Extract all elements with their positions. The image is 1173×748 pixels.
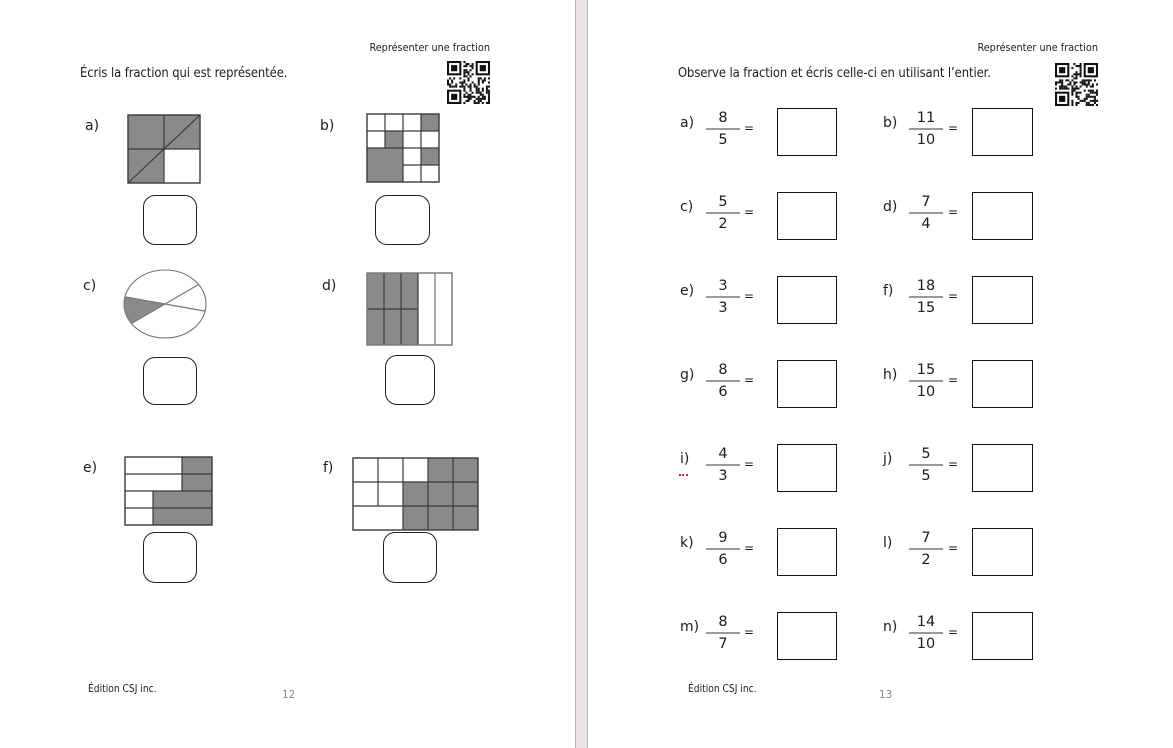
fraction-numerator: 8 [718, 362, 728, 378]
fraction-denominator: 5 [718, 132, 728, 148]
equals-sign: = [744, 289, 755, 303]
answer-box[interactable] [972, 612, 1033, 660]
item-label: a) [680, 115, 695, 131]
equals-sign: = [744, 121, 755, 135]
publisher-credit: Édition CSJ inc. [688, 683, 757, 695]
fraction-denominator: 3 [718, 468, 728, 484]
fraction [704, 614, 742, 652]
fraction-numerator: 5 [921, 446, 931, 462]
fraction-bar [909, 296, 943, 298]
fraction [907, 530, 945, 568]
item-label: d) [883, 199, 898, 215]
fraction-numerator: 8 [718, 614, 728, 630]
page-header: Représenter une fraction [977, 41, 1098, 54]
equals-sign: = [744, 625, 755, 639]
item-label: k) [680, 535, 694, 551]
fraction-bar [706, 548, 740, 550]
fraction-bar [706, 632, 740, 634]
equals-sign: = [948, 289, 959, 303]
fraction-bar [909, 632, 943, 634]
fraction-numerator: 18 [916, 278, 936, 294]
fraction-numerator: 8 [718, 110, 728, 126]
item-label: n) [883, 619, 898, 635]
page-number: 13 [879, 689, 893, 701]
fraction-bar [706, 212, 740, 214]
fraction [704, 194, 742, 232]
item-label: c) [83, 278, 97, 294]
answer-box[interactable] [777, 444, 837, 492]
answer-box[interactable] [972, 444, 1033, 492]
fraction-denominator: 10 [916, 636, 936, 652]
fraction [907, 278, 945, 316]
fraction-numerator: 11 [916, 110, 936, 126]
answer-box[interactable] [972, 360, 1033, 408]
equals-sign: = [948, 205, 959, 219]
answer-box[interactable] [777, 612, 837, 660]
fraction-numerator: 14 [916, 614, 936, 630]
equals-sign: = [948, 625, 959, 639]
item-label: l) [883, 535, 893, 551]
item-label: d) [322, 278, 337, 294]
fraction [704, 530, 742, 568]
fraction-numerator: 15 [916, 362, 936, 378]
item-label: a) [85, 118, 100, 134]
fraction-bar [909, 212, 943, 214]
instruction: Observe la fraction et écris celle-ci en utilisant l’entier. [678, 65, 991, 81]
fraction-bar [706, 464, 740, 466]
fraction [907, 614, 945, 652]
answer-box[interactable] [972, 192, 1033, 240]
fraction [907, 194, 945, 232]
fraction [704, 362, 742, 400]
fraction-denominator: 10 [916, 132, 936, 148]
fraction [704, 278, 742, 316]
fraction-numerator: 3 [718, 278, 728, 294]
fraction-numerator: 7 [921, 194, 931, 210]
instruction: Écris la fraction qui est représentée. [80, 65, 288, 81]
fraction-numerator: 7 [921, 530, 931, 546]
fraction [704, 446, 742, 484]
fraction-bar [706, 128, 740, 130]
answer-box[interactable] [777, 360, 837, 408]
fraction-bar [909, 464, 943, 466]
fraction [907, 446, 945, 484]
fraction-bar [909, 380, 943, 382]
spellcheck-underline [679, 471, 688, 476]
fraction-bar [706, 296, 740, 298]
item-label: f) [323, 460, 334, 476]
item-label: h) [883, 367, 898, 383]
equals-sign: = [744, 373, 755, 387]
fraction-denominator: 6 [718, 384, 728, 400]
fraction-denominator: 6 [718, 552, 728, 568]
fraction [907, 362, 945, 400]
fraction-numerator: 9 [718, 530, 728, 546]
qr-code-icon [1055, 63, 1098, 106]
answer-box[interactable] [777, 276, 837, 324]
publisher-credit: Édition CSJ inc. [88, 683, 157, 695]
equals-sign: = [744, 541, 755, 555]
page-header: Représenter une fraction [369, 41, 490, 54]
equals-sign: = [744, 457, 755, 471]
fraction-denominator: 2 [921, 552, 931, 568]
item-label: j) [883, 451, 893, 467]
equals-sign: = [948, 541, 959, 555]
answer-box[interactable] [777, 528, 837, 576]
fraction-bar [909, 128, 943, 130]
fraction [704, 110, 742, 148]
item-label: e) [83, 460, 98, 476]
fraction-bar [909, 548, 943, 550]
item-label: i) [680, 451, 690, 467]
fraction-denominator: 2 [718, 216, 728, 232]
fraction-numerator: 4 [718, 446, 728, 462]
equals-sign: = [948, 373, 959, 387]
fraction [907, 110, 945, 148]
equals-sign: = [948, 457, 959, 471]
fraction-bar [706, 380, 740, 382]
answer-box[interactable] [972, 276, 1033, 324]
item-label: b) [883, 115, 898, 131]
item-label: b) [320, 118, 335, 134]
page-number: 12 [282, 689, 296, 701]
equals-sign: = [948, 121, 959, 135]
equals-sign: = [744, 205, 755, 219]
item-label: g) [680, 367, 695, 383]
item-label: f) [883, 283, 894, 299]
item-label: m) [680, 619, 700, 635]
answer-box[interactable] [972, 108, 1033, 156]
fraction-denominator: 15 [916, 300, 936, 316]
fraction-denominator: 5 [921, 468, 931, 484]
item-label: c) [680, 199, 694, 215]
fraction-denominator: 3 [718, 300, 728, 316]
answer-box[interactable] [777, 108, 837, 156]
answer-box[interactable] [972, 528, 1033, 576]
item-label: e) [680, 283, 695, 299]
answer-box[interactable] [777, 192, 837, 240]
fraction-numerator: 5 [718, 194, 728, 210]
fraction-denominator: 4 [921, 216, 931, 232]
fraction-denominator: 10 [916, 384, 936, 400]
fraction-denominator: 7 [718, 636, 728, 652]
